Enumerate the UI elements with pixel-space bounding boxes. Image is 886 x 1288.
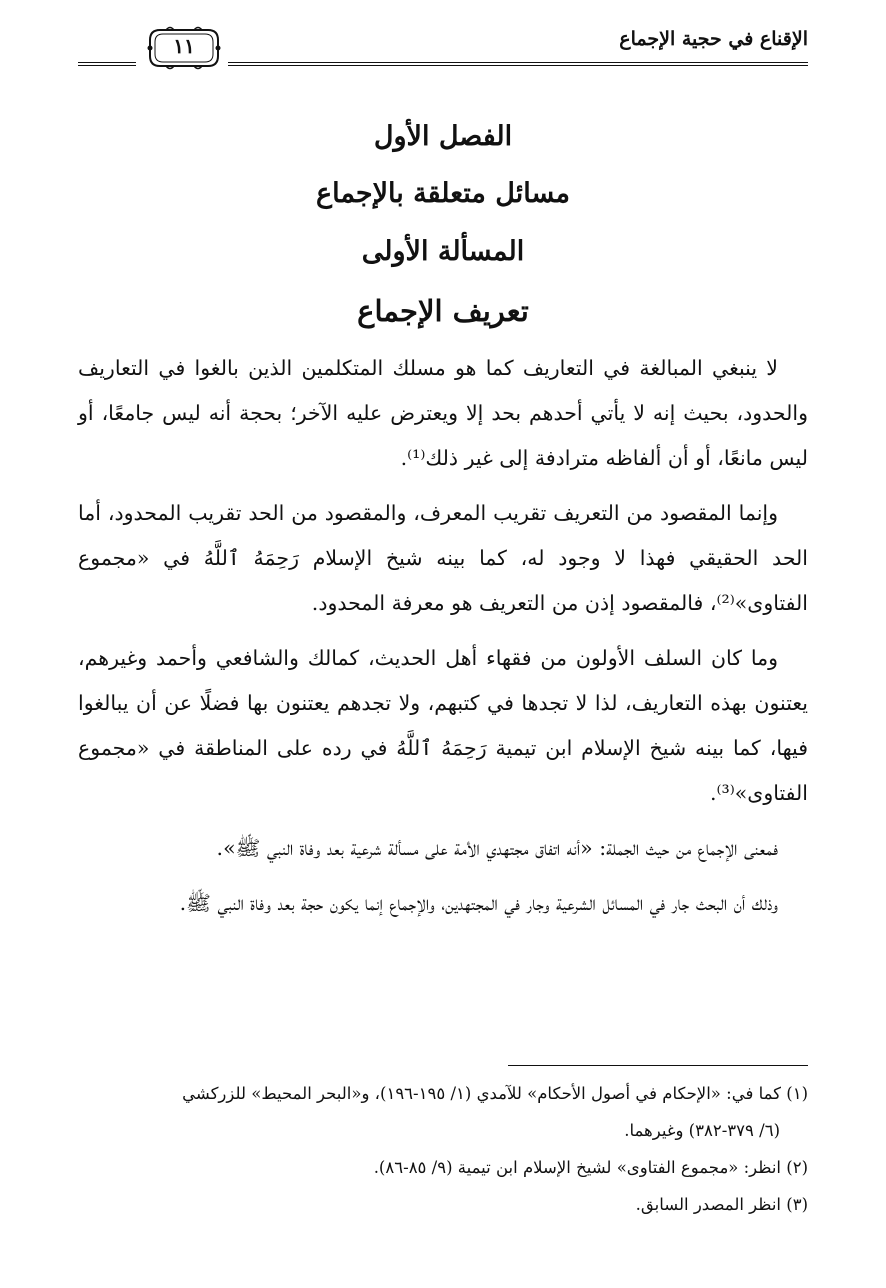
page-number: ١١	[173, 34, 195, 58]
footnote-3: (٣) انظر المصدر السابق.	[635, 1195, 808, 1214]
header-rule-left	[78, 62, 136, 66]
chapter-title: الفصل الأول	[373, 121, 513, 152]
section-headings	[78, 108, 808, 340]
body-text	[78, 346, 808, 936]
paragraph-2: وإنما المقصود من التعريف تقريب المعرف، والمقصود من الحد تقريب المحدود، أما الحد الحقيقي فهذا لا وجود له، كما بينه شيخ الإسلام رَحِمَهُ ٱللَّهُ في «مجموع الفتاوى»⁽²⁾، فالمقصود إذن من التعريف هو معرفة المحدود.	[78, 501, 808, 615]
page-header	[78, 22, 808, 72]
chapter-subtitle: مسائل متعلقة بالإجماع	[315, 178, 571, 209]
paragraph-3: وما كان السلف الأولون من فقهاء أهل الحديث، كمالك والشافعي وأحمد وغيرهم، يعتنون بهذه التعاريف، لذا لا تجدها في كتبهم، ولا تجدهم يعتنون بها فضلًا عن أن يبالغوا فيها، كما بينه شيخ الإسلام ابن تيمية رَحِمَهُ ٱللَّهُ في رده على المناطقة في «مجموع الفتاوى»⁽³⁾.	[78, 646, 808, 805]
footnote-separator	[508, 1065, 808, 1066]
paragraph-5: وذلك أن البحث جار في المسائل الشرعية وجار في المجتهدين، والإجماع إنما يكون حجة بعد وفاة النبي ﷺ.	[179, 891, 778, 915]
paragraph-4: فمعنى الإجماع من حيث الجملة: «أنه اتفاق مجتهدي الأمة على مسألة شرعية بعد وفاة النبي ﷺ».	[216, 836, 778, 860]
page-number-badge	[146, 24, 222, 72]
footnote-2: (٢) انظر: «مجموع الفتاوى» لشيخ الإسلام ابن تيمية (٩/ ٨٥-٨٦).	[373, 1158, 808, 1177]
topic-title: تعريف الإجماع	[357, 294, 529, 328]
footnote-1-continuation: (٦/ ٣٧٩-٣٨٢) وغيرهما.	[624, 1121, 780, 1140]
footnotes	[78, 1078, 808, 1226]
issue-title: المسألة الأولى	[361, 236, 525, 267]
header-rule-right	[228, 62, 808, 66]
footnote-1: (١) كما في: «الإحكام في أصول الأحكام» للآمدي (١/ ١٩٥-١٩٦)، و«البحر المحيط» للزركشي	[182, 1084, 808, 1103]
book-title: الإقناع في حجية الإجماع	[619, 28, 808, 50]
paragraph-1: لا ينبغي المبالغة في التعاريف كما هو مسلك المتكلمين الذين بالغوا في التعاريف والحدود، بحيث إنه لا يأتي أحدهم بحد إلا ويعترض عليه الآخر؛ بحجة أنه ليس جامعًا، أو ليس مانعًا، أو أن ألفاظه مترادفة إلى غير ذلك⁽¹⁾.	[78, 356, 808, 470]
